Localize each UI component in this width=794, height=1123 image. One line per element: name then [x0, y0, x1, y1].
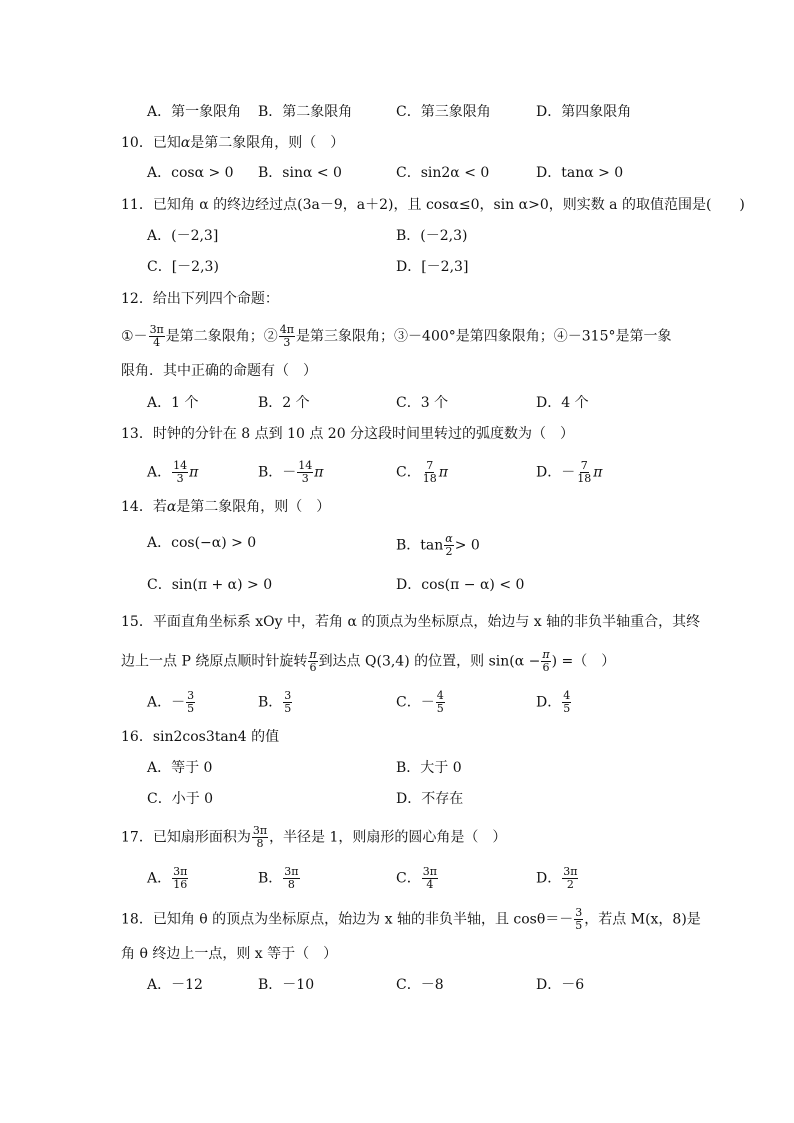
q12-p2-num: 4π [279, 323, 295, 336]
q15-a-sign: － [171, 694, 186, 711]
q12-p2-den: 3 [283, 336, 291, 349]
q15-line2 [121, 649, 615, 674]
q17-d-fraction [562, 866, 578, 891]
q14-option-b[interactable] [396, 533, 480, 558]
q13-d-fraction [576, 460, 592, 485]
q15-d-label: D． [536, 694, 562, 711]
q10-option-d[interactable]: D．tanα > 0 [536, 165, 624, 181]
q18-prefix: 18．已知角 θ 的顶点为坐标原点，始边为 x 轴的非负半轴，且 cosθ＝－ [121, 911, 574, 928]
q10-stem [121, 133, 344, 153]
q14-text-a: 若 [152, 499, 167, 515]
q9-option-c[interactable]: C．第三象限角 [396, 104, 491, 120]
q15-b-den: 5 [284, 702, 292, 715]
q17-option-d[interactable] [536, 866, 579, 891]
q16-option-c[interactable]: C．小于 0 [147, 791, 214, 807]
q15-option-a[interactable] [147, 690, 196, 715]
q15-d-num: 4 [563, 689, 571, 702]
q10-alpha: α [180, 135, 191, 151]
q17-suffix: ，半径是 1，则扇形的圆心角是（ ） [269, 829, 507, 846]
q15-a-fraction [186, 690, 195, 715]
q14-option-a[interactable]: A．cos(−α) > 0 [147, 535, 257, 551]
q17-b-den: 8 [287, 878, 295, 891]
q14-stem [121, 497, 330, 517]
q13-a-den: 3 [176, 472, 184, 485]
q16-option-a[interactable]: A．等于 0 [147, 760, 213, 776]
q18-line2: 角 θ 终边上一点，则 x 等于（ ） [121, 946, 338, 962]
q14-b-num: α [445, 532, 453, 545]
q11-option-a[interactable]: A．(－2,3] [147, 228, 219, 244]
q13-b-den: 3 [301, 472, 309, 485]
q9-option-a[interactable]: A．第一象限角 [147, 104, 242, 120]
q11-option-b[interactable]: B．(－2,3) [396, 228, 468, 244]
q14-b-suffix: > 0 [454, 537, 480, 554]
q13-a-fraction [172, 460, 188, 485]
q13-option-a[interactable] [147, 460, 198, 485]
q13-d-pi: π [593, 464, 603, 481]
q13-b-pi: π [314, 464, 324, 481]
q11-option-d[interactable]: D．[－2,3] [396, 259, 469, 275]
q13-d-den: 18 [577, 472, 592, 485]
q10-text-a: 已知 [152, 135, 181, 151]
q10-option-b[interactable]: B．sinα < 0 [258, 165, 342, 181]
q13-c-pi: π [438, 464, 448, 481]
q12-line3: 限角．其中正确的命题有（ ） [121, 363, 317, 379]
q14-option-c[interactable]: C．sin(π + α) > 0 [147, 577, 273, 593]
q18-cos-fraction [574, 907, 583, 932]
q13-a-pi: π [189, 464, 199, 481]
q17-option-c[interactable] [396, 866, 439, 891]
q17-option-a[interactable] [147, 866, 189, 891]
q13-c-num: 7 [426, 459, 434, 472]
q12-p1-den: 4 [153, 336, 161, 349]
q17-b-fraction [283, 866, 299, 891]
q12-p1-fraction [149, 324, 165, 349]
q17-a-den: 16 [173, 878, 188, 891]
q17-d-num: 3π [563, 865, 578, 878]
q17-a-label: A． [147, 870, 172, 887]
q12-p1-suffix: 是第二象限角；② [165, 328, 278, 345]
q17-c-label: C． [396, 870, 421, 887]
q13-option-b[interactable] [258, 460, 324, 485]
q17-c-num: 3π [422, 865, 437, 878]
q15-d-fraction [562, 690, 571, 715]
q9-option-d[interactable]: D．第四象限角 [536, 104, 632, 120]
q18-option-b[interactable]: B．－10 [258, 977, 315, 993]
q15-rot-num: π [309, 648, 317, 661]
q13-stem: 13．时钟的分针在 8 点到 10 点 20 分这段时间里转过的弧度数为（ ） [121, 426, 575, 442]
q18-cos-num: 3 [575, 906, 583, 919]
q12-propositions [121, 324, 671, 349]
q10-option-c[interactable]: C．sin2α < 0 [396, 165, 490, 181]
q16-option-b[interactable]: B．大于 0 [396, 760, 462, 776]
q15-sin-den: 6 [542, 661, 550, 674]
q12-option-b[interactable]: B．2 个 [258, 395, 310, 411]
q12-option-c[interactable]: C．3 个 [396, 395, 449, 411]
q13-c-fraction [422, 460, 438, 485]
q15-c-sign: － [420, 694, 435, 711]
q17-option-b[interactable] [258, 866, 301, 891]
q15-sin-num: π [542, 648, 550, 661]
q14-alpha: α [166, 499, 177, 515]
q15-d-den: 5 [563, 702, 571, 715]
q13-a-num: 14 [173, 459, 188, 472]
q12-option-d[interactable]: D．4 个 [536, 395, 589, 411]
q17-area-fraction [252, 825, 268, 850]
q17-area-den: 8 [256, 837, 264, 850]
q13-c-den: 18 [422, 472, 437, 485]
q18-stem [121, 907, 701, 932]
q14-text-b: 是第二象限角，则（ ） [176, 499, 331, 515]
q10-number: 10． [121, 135, 153, 151]
q17-c-fraction [422, 866, 438, 891]
q18-option-c[interactable]: C．－8 [396, 977, 444, 993]
q15-a-label: A． [147, 694, 172, 711]
q17-stem [121, 825, 506, 850]
q15-b-label: B． [258, 694, 283, 711]
q13-b-fraction [297, 460, 313, 485]
q12-p2-fraction [279, 324, 295, 349]
q15-option-d[interactable] [536, 690, 572, 715]
q17-b-num: 3π [284, 865, 299, 878]
q15-a-num: 3 [187, 689, 195, 702]
q18-option-d[interactable]: D．－6 [536, 977, 585, 993]
q13-d-label: D． [536, 464, 562, 481]
q14-b-den: 2 [445, 545, 453, 558]
q13-a-label: A． [147, 464, 172, 481]
q17-b-label: B． [258, 870, 283, 887]
q17-prefix: 17．已知扇形面积为 [121, 829, 251, 846]
q14-b-fraction [444, 533, 453, 558]
q17-area-num: 3π [252, 824, 268, 837]
q12-option-a[interactable]: A．1 个 [147, 395, 199, 411]
q15-sin-fraction [541, 649, 550, 674]
q15-c-label: C． [396, 694, 421, 711]
q18-cos-den: 5 [575, 919, 583, 932]
q15-line2-c: ) =（ ） [551, 653, 616, 670]
q14-option-d[interactable]: D．cos(π − α) < 0 [396, 577, 525, 593]
q15-rot-den: 6 [309, 661, 317, 674]
q13-b-num: 14 [298, 459, 313, 472]
q13-b-sign: － [282, 464, 297, 481]
q17-d-den: 2 [566, 878, 574, 891]
q18-suffix: ，若点 M(x，8)是 [584, 911, 701, 928]
q12-p2-suffix: 是第三象限角；③－400°是第四象限角；④－315°是第一象 [296, 328, 672, 345]
q15-b-num: 3 [284, 689, 292, 702]
q15-line2-b: 到达点 Q(3,4) 的位置，则 sin(α − [318, 653, 541, 670]
q18-option-a[interactable]: A．－12 [147, 977, 203, 993]
q12-p1-prefix: ①－ [121, 328, 148, 345]
q10-text-b: 是第二象限角，则（ ） [190, 135, 345, 151]
q14-number: 14． [121, 499, 153, 515]
q15-line1: 15．平面直角坐标系 xOy 中，若角 α 的顶点为坐标原点，始边与 x 轴的非负半轴重合，其终 [121, 614, 701, 630]
q17-a-num: 3π [173, 865, 188, 878]
q15-c-den: 5 [436, 702, 444, 715]
q17-d-label: D． [536, 870, 562, 887]
q13-option-d[interactable] [536, 460, 602, 485]
q13-c-label: C． [396, 464, 421, 481]
q13-d-num: 7 [580, 459, 588, 472]
q14-b-prefix: B．tan [396, 537, 444, 554]
q16-stem: 16．sin2cos3tan4 的值 [121, 729, 280, 745]
q11-option-c[interactable]: C．[－2,3) [147, 259, 219, 275]
q15-rotation-fraction [308, 649, 317, 674]
q13-d-sign: － [561, 464, 576, 481]
q16-option-d[interactable]: D．不存在 [396, 791, 464, 807]
q12-stem: 12．给出下列四个命题： [121, 291, 279, 307]
q10-option-a[interactable]: A．cosα > 0 [147, 165, 234, 181]
q17-a-fraction [172, 866, 188, 891]
q15-c-num: 4 [436, 689, 444, 702]
q15-c-fraction [436, 690, 445, 715]
q13-option-c[interactable] [396, 460, 448, 485]
q15-option-c[interactable] [396, 690, 446, 715]
q12-p1-num: 3π [149, 323, 164, 336]
q17-c-den: 4 [426, 878, 434, 891]
q15-line2-a: 边上一点 P 绕原点顺时针旋转 [121, 653, 308, 670]
q11-stem: 11．已知角 α 的终边经过点(3a－9，a＋2)，且 cosα≤0，sin α>0，则实数 a 的取值范围是( ) [121, 197, 745, 213]
q15-a-den: 5 [187, 702, 195, 715]
q13-b-label: B． [258, 464, 283, 481]
q15-option-b[interactable] [258, 690, 293, 715]
q15-b-fraction [283, 690, 292, 715]
q9-option-b[interactable]: B．第二象限角 [258, 104, 353, 120]
